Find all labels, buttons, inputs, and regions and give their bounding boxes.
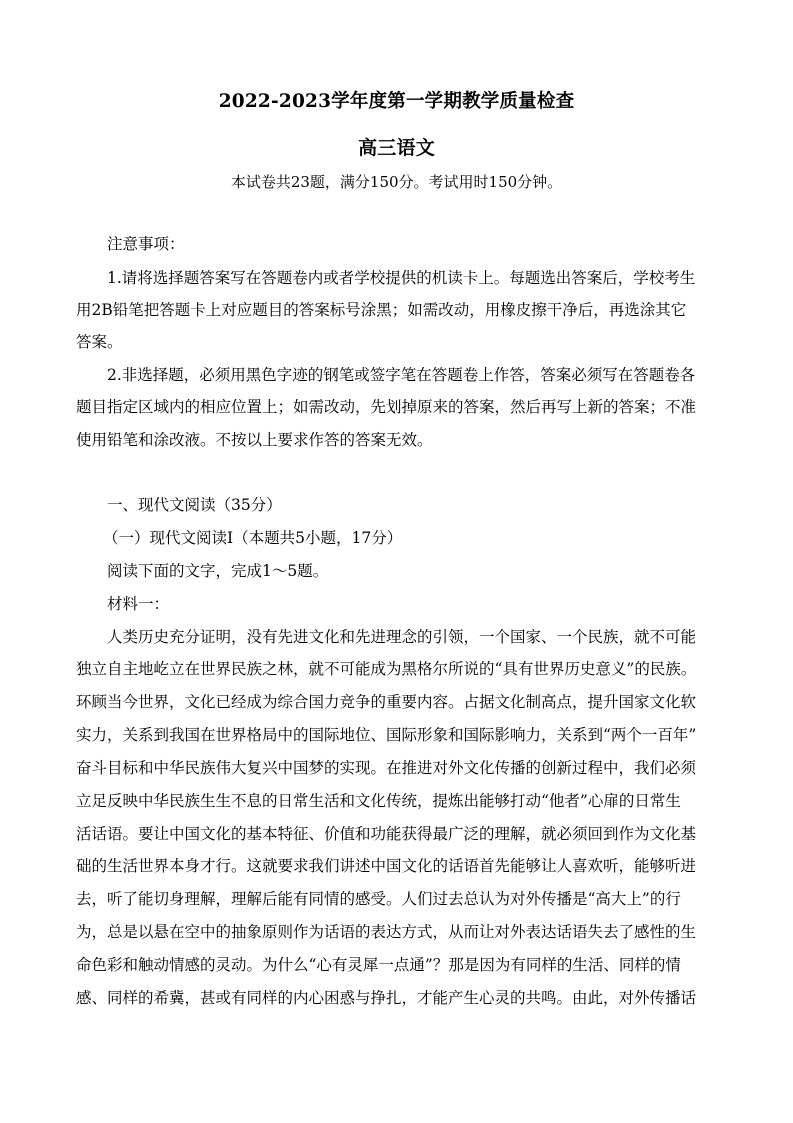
notice-item-2-line-2: 题目指定区域内的相应位置上；如需改动，先划掉原来的答案，然后再写上新的答案；不准 xyxy=(76,398,697,416)
section-subheading: （一）现代文阅读Ⅰ（本题共5小题，17分） xyxy=(103,529,403,547)
notice-heading: 注意事项： xyxy=(107,235,185,253)
passage-line-8: 础的生活世界本身才行。这就要求我们讲述中国文化的话语首先能够让人喜欢听，能够听进 xyxy=(76,857,697,875)
notice-item-1-line-3: 答案。 xyxy=(76,333,123,351)
exam-title: 2022-2023学年度第一学期教学质量检查 xyxy=(218,91,575,112)
passage-line-9: 去，听了能切身理解，理解后能有同情的感受。人们过去总认为对外传播是“高大上”的行 xyxy=(76,890,681,908)
section-instruction: 阅读下面的文字，完成1～5题。 xyxy=(107,562,329,580)
notice-item-2-line-3: 使用铅笔和涂改液。不按以上要求作答的答案无效。 xyxy=(76,431,433,449)
subject-title: 高三语文 xyxy=(358,137,435,159)
notice-item-2-line-1: 2.非选择题，必须用黑色字迹的钢笔或签字笔在答题卷上作答，答案必须写在答题卷各 xyxy=(107,366,696,384)
passage-line-11: 命色彩和触动情感的灵动。为什么“心有灵犀一点通”？那是因为有同样的生活、同样的情 xyxy=(76,956,681,974)
passage-line-4: 实力，关系到我国在世界格局中的国际地位、国际形象和国际影响力，关系到“两个一百年” xyxy=(76,726,697,744)
passage-line-5: 奋斗目标和中华民族伟大复兴中国梦的实现。在推进对外文化传播的创新过程中，我们必须 xyxy=(76,759,697,777)
section-heading: 一、现代文阅读（35分） xyxy=(107,496,282,514)
material-label: 材料一： xyxy=(107,595,170,613)
exam-info: 本试卷共23题，满分150分。考试用时150分钟。 xyxy=(230,173,563,191)
passage-line-6: 立足反映中华民族生生不息的日常生活和文化传统，提炼出能够打动“他者”心扉的日常生 xyxy=(76,792,681,810)
notice-item-1-line-1: 1.请将选择题答案写在答题卷内或者学校提供的机读卡上。每题选出答案后，学校考生 xyxy=(107,269,696,287)
passage-line-1: 人类历史充分证明，没有先进文化和先进理念的引领，一个国家、一个民族，就不可能 xyxy=(107,628,697,646)
passage-line-3: 环顾当今世界，文化已经成为综合国力竞争的重要内容。占据文化制高点，提升国家文化软 xyxy=(76,693,697,711)
passage-line-2: 独立自主地屹立在世界民族之林，就不可能成为黑格尔所说的“具有世界历史意义”的民族。 xyxy=(76,660,697,678)
passage-line-7: 活话语。要让中国文化的基本特征、价值和功能获得最广泛的理解，就必须回到作为文化基 xyxy=(76,825,697,843)
notice-item-1-line-2: 用2B铅笔把答题卡上对应题目的答案标号涂黑；如需改动，用橡皮擦干净后，再选涂其它 xyxy=(76,301,687,319)
passage-line-12: 感、同样的希冀，甚或有同样的内心困惑与挣扎，才能产生心灵的共鸣。由此，对外传播话 xyxy=(76,989,697,1007)
passage-line-10: 为，总是以悬在空中的抽象原则作为话语的表达方式，从而让对外表达话语失去了感性的生 xyxy=(76,923,697,941)
